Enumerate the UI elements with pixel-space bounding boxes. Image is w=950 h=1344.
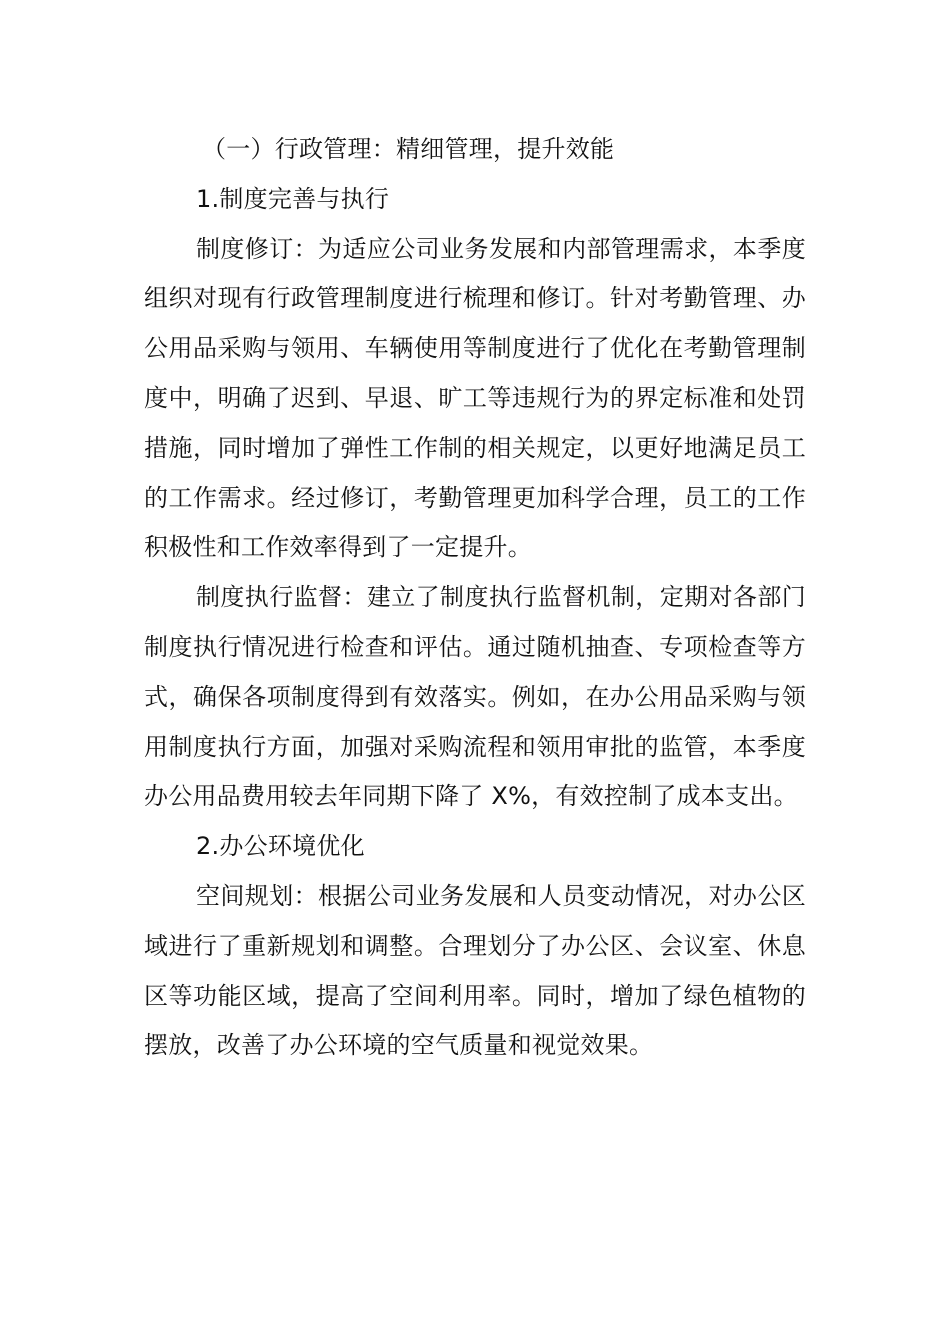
document-body (144, 125, 806, 1071)
paragraph: 空间规划：根据公司业务发展和人员变动情况，对办公区域进行了重新规划和调整。合理划分了办公区、会议室、休息区等功能区域，提高了空间利用率。同时，增加了绿色植物的摆放，改善了办公环境的空气质量和视觉效果。 (144, 881, 806, 1060)
subsection-title: 1.制度完善与执行 (196, 184, 390, 213)
paragraph: 制度执行监督：建立了制度执行监督机制，定期对各部门制度执行情况进行检查和评估。通过随机抽查、专项检查等方式，确保各项制度得到有效落实。例如，在办公用品采购与领用制度执行方面，加强对采购流程和领用审批的监管，本季度办公用品费用较去年同期下降了 X%，有效控制了成本支出。 (144, 583, 806, 811)
section-title: （一）行政管理：精细管理，提升效能 (202, 135, 615, 163)
subsection-title: 2.办公环境优化 (196, 832, 365, 861)
paragraph: 制度修订：为适应公司业务发展和内部管理需求，本季度组织对现有行政管理制度进行梳理和修订。针对考勤管理、办公用品采购与领用、车辆使用等制度进行了优化在考勤管理制度中，明确了迟到、早退、旷工等违规行为的界定标准和处罚措施，同时增加了弹性工作制的相关规定，以更好地满足员工的工作需求。经过修订，考勤管理更加科学合理，员工的工作积极性和工作效率得到了一定提升。 (144, 234, 806, 562)
